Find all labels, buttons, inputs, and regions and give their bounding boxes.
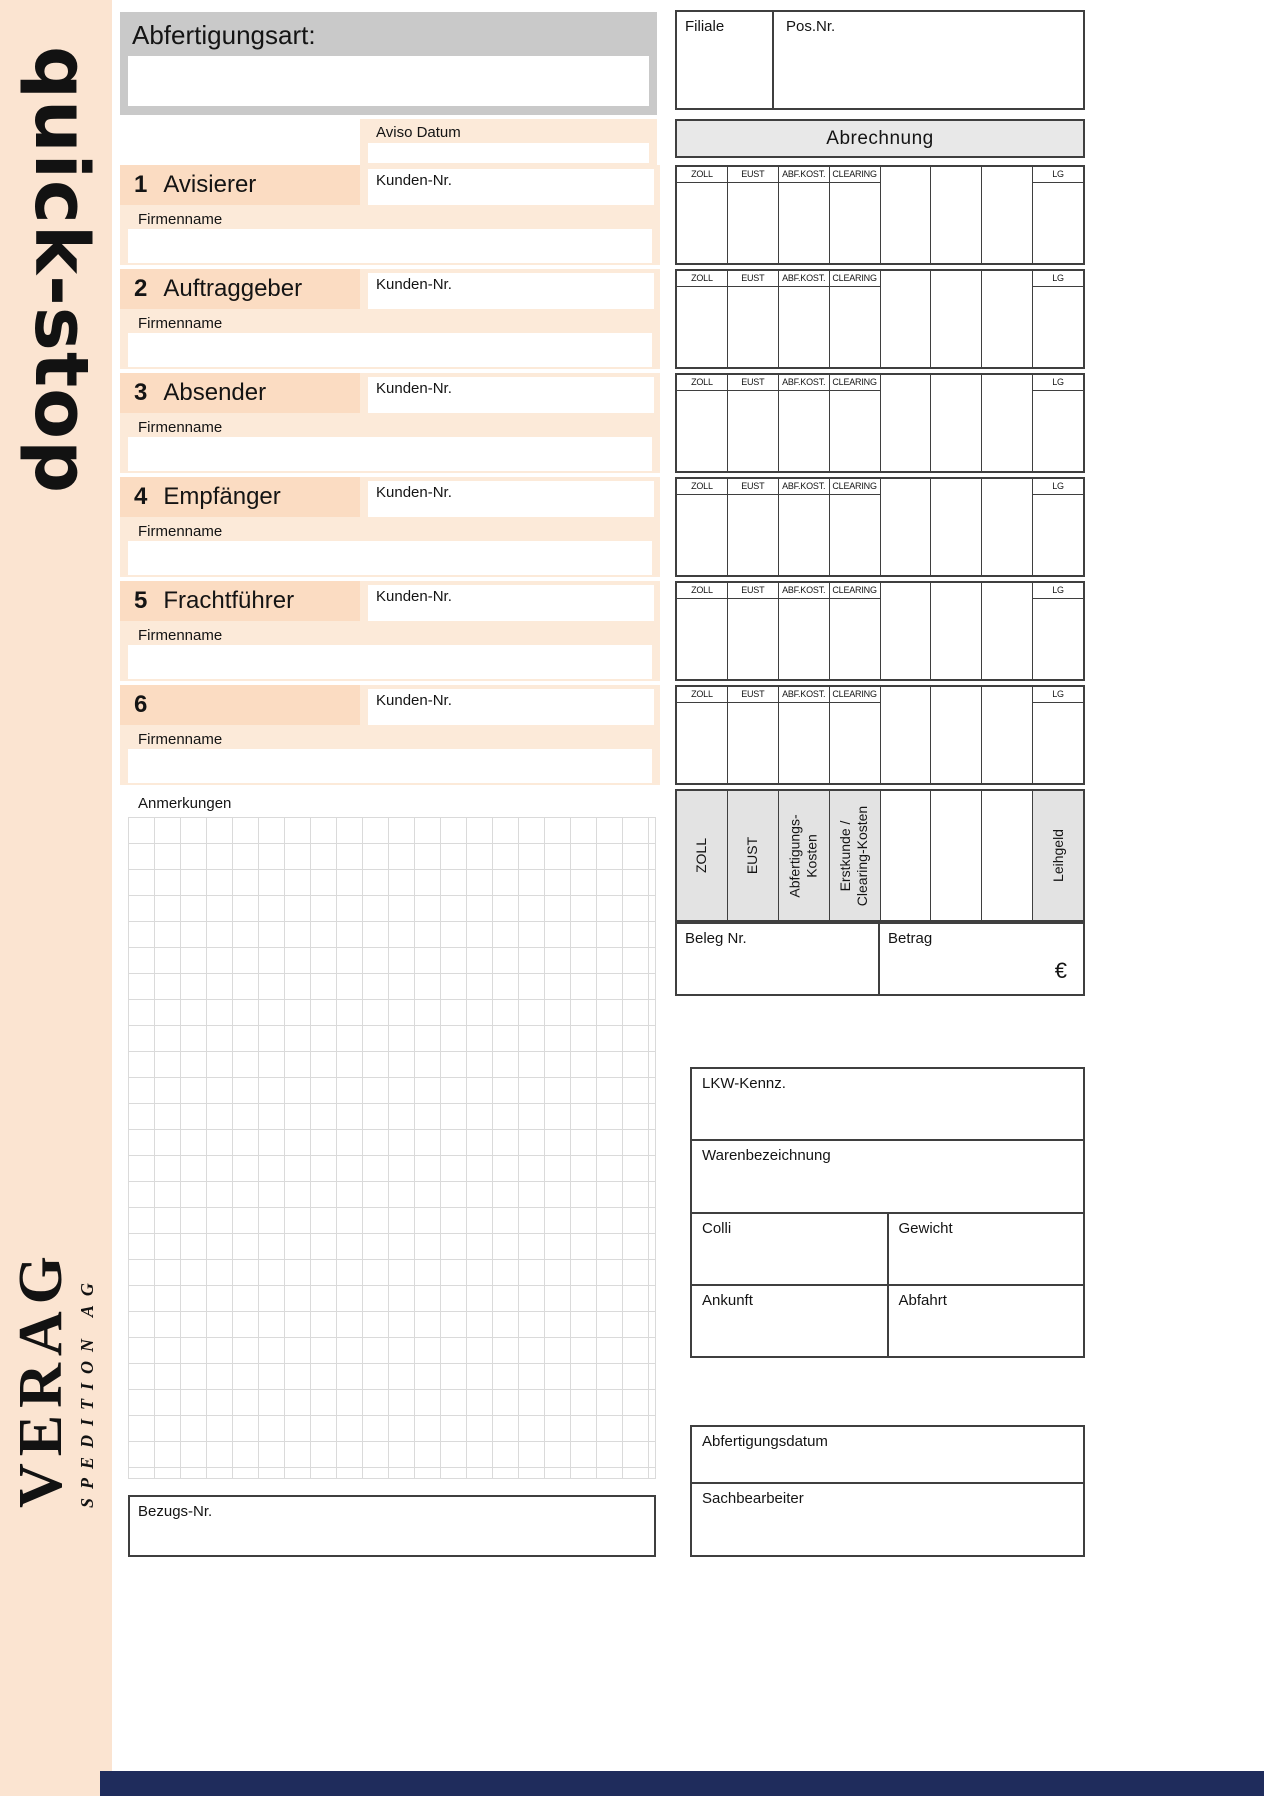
bezugs-nr-field[interactable]: [128, 1495, 656, 1557]
section-number: 4: [134, 483, 148, 510]
abrechnung-col-header: [881, 687, 931, 702]
kunden-nr-label: Kunden-Nr.: [376, 276, 452, 293]
abrechnung-column: [880, 687, 931, 783]
abrechnung-cell[interactable]: [728, 599, 778, 679]
abrechnung-category-label: Abfertigungs- Kosten: [786, 813, 820, 898]
section-4-empfaenger: [120, 477, 660, 577]
abrechnung-column: [677, 687, 727, 783]
colli-label: Colli: [702, 1219, 732, 1237]
abrechnung-col-header: CLEARING: [830, 167, 880, 183]
abrechnung-col-header: ZOLL: [677, 375, 727, 391]
abrechnung-category-cell[interactable]: [778, 791, 829, 920]
kunden-nr-label: Kunden-Nr.: [376, 172, 452, 189]
abrechnung-cell[interactable]: [881, 598, 931, 679]
abrechnung-row-1: [675, 165, 1085, 265]
abrechnung-col-header: ZOLL: [677, 167, 727, 183]
abrechnung-col-header: ZOLL: [677, 271, 727, 287]
abrechnung-cell[interactable]: [677, 495, 727, 575]
abrechnung-row-4: [675, 477, 1085, 577]
abrechnung-col-header: [982, 687, 1032, 702]
section-number: 6: [134, 691, 148, 718]
abrechnung-cell[interactable]: [830, 599, 880, 679]
section-header: [120, 165, 360, 205]
abfahrt-field[interactable]: [887, 1286, 1084, 1356]
abrechnung-column: [981, 687, 1032, 783]
section-number: 1: [134, 171, 148, 198]
abrechnung-col-header: [982, 271, 1032, 286]
abrechnung-col-header: LG: [1033, 583, 1083, 599]
abrechnung-cell[interactable]: [830, 287, 880, 367]
abrechnung-column: [778, 271, 829, 367]
kunden-nr-field[interactable]: [368, 585, 654, 621]
abrechnung-cell[interactable]: [830, 495, 880, 575]
abrechnung-col-header: [881, 479, 931, 494]
section-header: [120, 269, 360, 309]
sachbearbeiter-label: Sachbearbeiter: [702, 1490, 804, 1507]
abrechnung-column: [930, 375, 981, 471]
section-6: [120, 685, 660, 785]
abrechnung-cell[interactable]: [881, 702, 931, 783]
abrechnung-cell[interactable]: [779, 287, 829, 367]
abrechnung-cell[interactable]: [830, 703, 880, 783]
abrechnung-column: [778, 167, 829, 263]
section-header: [120, 477, 360, 517]
section-number: 2: [134, 275, 148, 302]
abrechnung-column: [677, 271, 727, 367]
gewicht-field[interactable]: [887, 1214, 1084, 1284]
abrechnung-column: [778, 375, 829, 471]
firmenname-field[interactable]: [128, 333, 652, 367]
abrechnung-column: [778, 583, 829, 679]
kunden-nr-field[interactable]: [368, 481, 654, 517]
abrechnung-column: [677, 479, 727, 575]
section-title: Auftraggeber: [163, 275, 303, 302]
abrechnung-col-header: [982, 479, 1032, 494]
ankunft-label: Ankunft: [702, 1291, 753, 1309]
abfertigungsdatum-label: Abfertigungsdatum: [702, 1433, 828, 1450]
firmenname-label: Firmenname: [138, 731, 223, 748]
posnr-field[interactable]: [774, 12, 1083, 108]
abrechnung-col-header: EUST: [728, 375, 778, 391]
abrechnung-cell[interactable]: [677, 183, 727, 263]
abrechnung-cell[interactable]: [1033, 287, 1083, 367]
abrechnung-col-header: [982, 375, 1032, 390]
abrechnung-cell[interactable]: [931, 286, 981, 367]
abrechnung-col-header: ZOLL: [677, 479, 727, 495]
abrechnung-col-header: [881, 583, 931, 598]
abrechnung-row-6: [675, 685, 1085, 785]
verag-logo: [7, 1249, 98, 1508]
abrechnung-column: [778, 479, 829, 575]
abrechnung-column: [677, 375, 727, 471]
abrechnung-category-cell[interactable]: [930, 791, 981, 920]
abrechnung-cell[interactable]: [881, 390, 931, 471]
abrechnung-row-2: [675, 269, 1085, 369]
abrechnung-column: [981, 479, 1032, 575]
abrechnung-cell[interactable]: [931, 702, 981, 783]
abrechnung-category-cell[interactable]: [677, 791, 727, 920]
abrechnung-cell[interactable]: [677, 391, 727, 471]
abrechnung-cell[interactable]: [779, 391, 829, 471]
abrechnung-column: [930, 271, 981, 367]
abrechnung-col-header: CLEARING: [830, 375, 880, 391]
processing-box: [690, 1425, 1085, 1557]
filiale-label: Filiale: [685, 18, 725, 35]
abrechnung-column: [1032, 375, 1083, 471]
abrechnung-cell[interactable]: [728, 495, 778, 575]
abrechnung-col-header: [982, 583, 1032, 598]
section-title: Frachtführer: [163, 587, 295, 614]
firmenname-label: Firmenname: [138, 211, 223, 228]
ankunft-field[interactable]: [692, 1286, 887, 1356]
abrechnung-column: [1032, 271, 1083, 367]
abrechnung-category-label: Leihgeld: [1049, 829, 1066, 882]
abrechnung-cell[interactable]: [779, 599, 829, 679]
ankunft-abfahrt-row: [692, 1284, 1083, 1356]
abrechnung-column: [930, 583, 981, 679]
abrechnung-col-header: ABF.KOST.: [779, 271, 829, 287]
abrechnung-column: [930, 167, 981, 263]
abrechnung-column: [880, 375, 931, 471]
abrechnung-col-header: [931, 479, 981, 494]
abrechnung-column: [880, 167, 931, 263]
abrechnung-column: [880, 583, 931, 679]
kunden-nr-field[interactable]: [368, 273, 654, 309]
abrechnung-column: [727, 687, 778, 783]
abfahrt-label: Abfahrt: [898, 1291, 947, 1309]
aviso-datum-block: [360, 119, 657, 165]
abrechnung-col-header: ABF.KOST.: [779, 687, 829, 703]
abrechnung-cell[interactable]: [728, 287, 778, 367]
kunden-nr-field[interactable]: [368, 689, 654, 725]
abrechnung-col-header: ABF.KOST.: [779, 583, 829, 599]
abfertigungsart-field[interactable]: [128, 56, 649, 106]
abrechnung-col-header: [881, 167, 931, 182]
abrechnung-column: [727, 375, 778, 471]
company-subtitle: SPEDITION AG: [76, 1274, 97, 1508]
abrechnung-col-header: CLEARING: [830, 271, 880, 287]
abrechnung-col-header: [931, 167, 981, 182]
abrechnung-col-header: ABF.KOST.: [779, 479, 829, 495]
abrechnung-cell[interactable]: [677, 703, 727, 783]
anmerkungen-grid[interactable]: [128, 817, 656, 1479]
abrechnung-cell[interactable]: [1033, 391, 1083, 471]
beleg-betrag-box: [675, 922, 1085, 996]
section-title: Absender: [163, 379, 267, 406]
abrechnung-col-header: CLEARING: [830, 479, 880, 495]
abrechnung-category-cell[interactable]: [727, 791, 778, 920]
section-header: [120, 581, 360, 621]
abrechnung-column: [829, 271, 880, 367]
betrag-label: Betrag: [888, 930, 933, 947]
lkw-kennz-field[interactable]: [692, 1069, 1083, 1139]
abrechnung-column: [1032, 687, 1083, 783]
abrechnung-category-label: Erstkunde / Clearing-Kosten: [837, 805, 871, 906]
abrechnung-cell[interactable]: [982, 494, 1032, 575]
kunden-nr-field[interactable]: [368, 169, 654, 205]
abrechnung-category-cell[interactable]: [880, 791, 931, 920]
filiale-posnr-box: [675, 10, 1085, 110]
abrechnung-cell[interactable]: [779, 183, 829, 263]
abrechnung-column: [930, 687, 981, 783]
abrechnung-cell[interactable]: [1033, 495, 1083, 575]
abrechnung-col-header: ZOLL: [677, 583, 727, 599]
kunden-nr-field[interactable]: [368, 377, 654, 413]
beleg-nr-label: Beleg Nr.: [685, 930, 747, 947]
abrechnung-column: [829, 479, 880, 575]
abrechnung-column: [1032, 479, 1083, 575]
abrechnung-cell[interactable]: [982, 390, 1032, 471]
abrechnung-column: [727, 271, 778, 367]
abrechnung-cell[interactable]: [881, 286, 931, 367]
abrechnung-cell[interactable]: [881, 494, 931, 575]
section-3-absender: [120, 373, 660, 473]
section-title: Empfänger: [163, 483, 281, 510]
abrechnung-col-header: ABF.KOST.: [779, 167, 829, 183]
euro-currency-symbol: €: [1054, 958, 1067, 983]
abrechnung-cell[interactable]: [1033, 599, 1083, 679]
abrechnung-cell[interactable]: [677, 599, 727, 679]
section-header: [120, 685, 360, 725]
abrechnung-category-cell[interactable]: [1032, 791, 1083, 920]
abrechnung-col-header: CLEARING: [830, 687, 880, 703]
abrechnung-cell[interactable]: [982, 182, 1032, 263]
abrechnung-col-header: EUST: [728, 583, 778, 599]
gewicht-label: Gewicht: [898, 1219, 953, 1237]
company-name: VERAG: [7, 1249, 75, 1508]
abrechnung-cell[interactable]: [982, 702, 1032, 783]
abrechnung-cell[interactable]: [982, 598, 1032, 679]
warenbezeichnung-label: Warenbezeichnung: [702, 1147, 831, 1165]
abrechnung-column: [981, 375, 1032, 471]
abrechnung-column: [1032, 167, 1083, 263]
abrechnung-col-header: LG: [1033, 167, 1083, 183]
abrechnung-col-header: [881, 375, 931, 390]
abrechnung-cell[interactable]: [1033, 183, 1083, 263]
abrechnung-category-cell[interactable]: [829, 791, 880, 920]
abrechnung-column: [829, 687, 880, 783]
abrechnung-col-header: EUST: [728, 167, 778, 183]
section-5-frachtfuehrer: [120, 581, 660, 681]
abrechnung-col-header: [931, 583, 981, 598]
abrechnung-col-header: [931, 687, 981, 702]
abrechnung-row-3: [675, 373, 1085, 473]
abrechnung-cell[interactable]: [677, 287, 727, 367]
section-number: 5: [134, 587, 148, 614]
firmenname-field[interactable]: [128, 645, 652, 679]
abrechnung-col-header: LG: [1033, 271, 1083, 287]
abrechnung-column: [829, 375, 880, 471]
firmenname-label: Firmenname: [138, 523, 223, 540]
abrechnung-column: [981, 167, 1032, 263]
section-2-auftraggeber: [120, 269, 660, 369]
brand-band: [0, 0, 112, 1796]
abrechnung-cell[interactable]: [728, 183, 778, 263]
section-title: Avisierer: [163, 171, 257, 198]
abrechnung-column: [930, 479, 981, 575]
abrechnung-column: [1032, 583, 1083, 679]
firmenname-field[interactable]: [128, 437, 652, 471]
firmenname-label: Firmenname: [138, 627, 223, 644]
section-number: 3: [134, 379, 148, 406]
section-header: [120, 373, 360, 413]
abrechnung-cell[interactable]: [728, 391, 778, 471]
abrechnung-column: [677, 167, 727, 263]
abrechnung-col-header: EUST: [728, 271, 778, 287]
abrechnung-cell[interactable]: [931, 390, 981, 471]
abrechnung-column: [727, 167, 778, 263]
abrechnung-column: [778, 687, 829, 783]
abrechnung-category-label: ZOLL: [693, 837, 710, 874]
firmenname-field[interactable]: [128, 541, 652, 575]
abrechnung-col-header: CLEARING: [830, 583, 880, 599]
firmenname-label: Firmenname: [138, 315, 223, 332]
bezugs-nr-label: Bezugs-Nr.: [138, 1503, 213, 1520]
lkw-kennz-label: LKW-Kennz.: [702, 1075, 786, 1092]
abrechnung-column: [981, 583, 1032, 679]
kunden-nr-label: Kunden-Nr.: [376, 588, 452, 605]
warenbezeichnung-field[interactable]: [692, 1139, 1083, 1211]
abrechnung-col-header: ABF.KOST.: [779, 375, 829, 391]
abrechnung-column: [677, 583, 727, 679]
abrechnung-col-header: LG: [1033, 479, 1083, 495]
abrechnung-column: [880, 479, 931, 575]
aviso-datum-field[interactable]: [368, 143, 649, 163]
abrechnung-cell[interactable]: [779, 703, 829, 783]
abrechnung-category-cell[interactable]: [981, 791, 1032, 920]
abrechnung-header: Abrechnung: [675, 119, 1085, 158]
abfertigungsart-label: Abfertigungsart:: [132, 20, 316, 50]
abrechnung-col-header: [881, 271, 931, 286]
abrechnung-column: [829, 583, 880, 679]
abrechnung-category-label: EUST: [744, 836, 761, 875]
beleg-nr-field[interactable]: [677, 924, 880, 994]
firmenname-field[interactable]: [128, 749, 652, 783]
abrechnung-column: [880, 271, 931, 367]
section-1-avisierer: [120, 165, 660, 265]
abrechnung-cell[interactable]: [1033, 703, 1083, 783]
abrechnung-cell[interactable]: [931, 182, 981, 263]
abrechnung-col-header: EUST: [728, 687, 778, 703]
aviso-datum-label: Aviso Datum: [376, 124, 461, 141]
abrechnung-column: [727, 583, 778, 679]
abrechnung-cell[interactable]: [830, 391, 880, 471]
betrag-field[interactable]: [880, 924, 1083, 994]
filiale-field[interactable]: [677, 12, 774, 108]
abrechnung-category-row: [675, 789, 1085, 922]
abfertigungsart-block: [120, 12, 657, 115]
abfertigungsdatum-field[interactable]: [692, 1427, 1083, 1482]
abrechnung-cell[interactable]: [982, 286, 1032, 367]
abrechnung-cell[interactable]: [931, 494, 981, 575]
abrechnung-col-header: LG: [1033, 687, 1083, 703]
kunden-nr-label: Kunden-Nr.: [376, 692, 452, 709]
abrechnung-cell[interactable]: [881, 182, 931, 263]
kunden-nr-label: Kunden-Nr.: [376, 484, 452, 501]
abrechnung-column: [981, 271, 1032, 367]
kunden-nr-label: Kunden-Nr.: [376, 380, 452, 397]
anmerkungen-label: Anmerkungen: [138, 795, 232, 812]
abrechnung-column: [829, 167, 880, 263]
firmenname-field[interactable]: [128, 229, 652, 263]
abrechnung-cell[interactable]: [931, 598, 981, 679]
abrechnung-column: [727, 479, 778, 575]
colli-gewicht-row: [692, 1212, 1083, 1284]
abrechnung-col-header: [982, 167, 1032, 182]
sachbearbeiter-field[interactable]: [692, 1482, 1083, 1555]
abrechnung-cell[interactable]: [779, 495, 829, 575]
shipment-box: [690, 1067, 1085, 1358]
abrechnung-row-5: [675, 581, 1085, 681]
colli-field[interactable]: [692, 1214, 887, 1284]
abrechnung-cell[interactable]: [728, 703, 778, 783]
quick-stop-logo: quick-stop: [18, 46, 104, 495]
bottom-bar: [100, 1771, 1264, 1796]
abrechnung-col-header: ZOLL: [677, 687, 727, 703]
abrechnung-col-header: EUST: [728, 479, 778, 495]
abrechnung-col-header: [931, 271, 981, 286]
abrechnung-col-header: [931, 375, 981, 390]
posnr-label: Pos.Nr.: [786, 18, 836, 35]
firmenname-label: Firmenname: [138, 419, 223, 436]
abrechnung-cell[interactable]: [830, 183, 880, 263]
abrechnung-col-header: LG: [1033, 375, 1083, 391]
